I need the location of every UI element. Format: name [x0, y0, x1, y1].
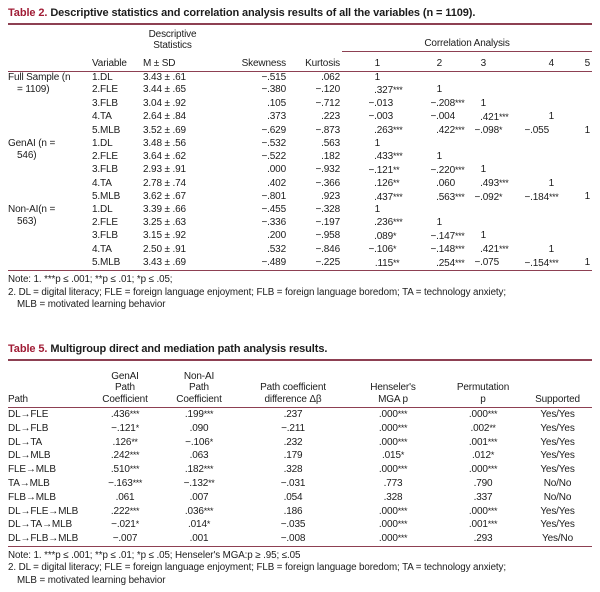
table-row — [8, 177, 592, 190]
table-row — [8, 204, 592, 216]
cell-corr-4: −.055 — [524, 124, 549, 136]
note-line: Note: 1. ***p ≤ .001; **p ≤ .01; *p ≤ .05; — [8, 274, 173, 286]
cell-variable: 1.DL — [92, 71, 113, 83]
table-row — [8, 164, 592, 177]
cell-corr-3: −.092* — [474, 191, 503, 203]
cell-corr-3 — [466, 84, 510, 97]
cell-supported: Yes/No — [542, 533, 573, 545]
table2-label: Table 2. — [8, 7, 48, 19]
cell-path: DL→MLB — [8, 450, 51, 462]
table2-body — [8, 71, 592, 271]
cell-variable: 5.MLB — [92, 124, 121, 136]
cell-corr-1: .089* — [374, 230, 397, 242]
note-line: MLB = motivated learning behavior — [17, 299, 166, 311]
table5-caption-text: Multigroup direct and mediation path analysis results. — [50, 342, 328, 355]
cell-supported: Yes/Yes — [540, 436, 575, 448]
table-row — [8, 84, 592, 97]
cell-corr-1: .433*** — [374, 151, 403, 163]
cell-nonai-coefficient: .063 — [189, 450, 209, 462]
cell-kurtosis: −.932 — [315, 164, 340, 176]
cell-variable: 2.FLE — [92, 84, 118, 96]
note-line: 2. DL = digital literacy; FLE = foreign language enjoyment; FLB = foreign language boredom; TA = technology anxiety; — [8, 286, 506, 298]
cell-corr-1: .115** — [374, 257, 400, 269]
cell-path: DL→TA — [8, 436, 43, 448]
cell-diff: −.211 — [281, 422, 305, 434]
cell-msd: 3.43 ± .61 — [143, 71, 186, 83]
table-row — [8, 532, 592, 546]
group-label: GenAI (n = 546) — [8, 137, 56, 162]
cell-corr-3 — [466, 150, 510, 163]
cell-permutation-p: .001*** — [468, 436, 498, 448]
cell-permutation-p: .012* — [472, 450, 494, 462]
cell-kurtosis: −.873 — [315, 124, 340, 136]
table-row — [8, 422, 592, 436]
cell-genai-coefficient: .222*** — [110, 505, 140, 517]
table2 — [8, 27, 592, 271]
cell-variable: 4.TA — [92, 111, 112, 123]
cell-path: DL→FLE — [8, 409, 49, 421]
cell-corr-1: −.121** — [368, 164, 400, 176]
cell-corr-4: 1 — [548, 111, 554, 123]
table-row — [8, 71, 592, 84]
cell-nonai-coefficient: .090 — [189, 422, 209, 434]
col-path: Path — [8, 363, 95, 408]
table-row — [8, 505, 592, 519]
table2-spanner-row — [8, 27, 592, 51]
cell-skewness: −.801 — [261, 191, 286, 203]
col-corr-1: 1 — [342, 51, 404, 71]
cell-corr-4: −.184*** — [524, 191, 559, 203]
table-row — [8, 97, 592, 110]
table5-caption-rule — [8, 359, 592, 361]
cell-corr-5 — [560, 164, 592, 177]
cell-genai-coefficient: .436*** — [110, 409, 140, 421]
cell-corr-5 — [560, 138, 592, 150]
col-permutation-p: Permutation p — [443, 363, 523, 408]
cell-variable: 3.FLB — [92, 164, 118, 176]
cell-kurtosis: −.958 — [315, 230, 340, 242]
cell-corr-1: .437*** — [374, 191, 403, 203]
cell-skewness: .373 — [267, 111, 286, 123]
cell-variable: 1.DL — [92, 204, 113, 216]
cell-supported: No/No — [543, 478, 572, 489]
cell-nonai-coefficient: .199*** — [184, 409, 214, 421]
cell-path: DL→FLE→MLB — [8, 505, 79, 517]
col-corr-4: 4 — [510, 51, 560, 71]
cell-corr-2: −.004 — [430, 111, 455, 123]
cell-supported: Yes/Yes — [540, 450, 575, 462]
cell-corr-5: 1 — [584, 124, 591, 136]
table2-caption-rule — [8, 23, 592, 25]
cell-corr-5 — [560, 71, 592, 84]
table5-body — [8, 408, 592, 547]
cell-supported: Yes/Yes — [540, 505, 575, 517]
cell-supported: Yes/Yes — [540, 464, 575, 476]
cell-corr-2: .060 — [436, 177, 455, 189]
cell-kurtosis: −.366 — [315, 177, 340, 189]
cell-msd: 3.62 ± .67 — [143, 191, 186, 203]
col-msd: M ± SD — [140, 51, 205, 71]
cell-genai-coefficient: −.163*** — [108, 478, 142, 489]
cell-corr-3: .493*** — [480, 178, 509, 190]
cell-corr-1: .327*** — [374, 84, 403, 96]
cell-corr-1: .126** — [374, 178, 400, 190]
cell-path: DL→TA→MLB — [8, 519, 73, 531]
cell-diff: .186 — [283, 505, 303, 517]
cell-skewness: −.515 — [261, 71, 286, 83]
cell-diff: .232 — [283, 436, 303, 448]
cell-corr-5 — [560, 230, 592, 243]
cell-corr-3: 1 — [480, 97, 486, 109]
cell-permutation-p: .000*** — [468, 464, 498, 476]
cell-corr-2 — [404, 138, 466, 150]
cell-corr-2 — [404, 204, 466, 216]
table-row — [8, 257, 592, 271]
table-row — [8, 463, 592, 477]
cell-skewness: −.629 — [261, 124, 286, 136]
cell-variable: 2.FLE — [92, 216, 118, 228]
cell-genai-coefficient: −.007 — [112, 533, 138, 545]
cell-skewness: −.380 — [261, 84, 286, 96]
col-nonai-coefficient: Non-AI Path Coefficient — [155, 363, 243, 408]
cell-corr-3 — [466, 71, 510, 84]
cell-permutation-p: .001*** — [468, 519, 498, 531]
cell-corr-3: 1 — [480, 164, 486, 176]
cell-corr-2: .563*** — [436, 191, 465, 203]
table5-caption — [8, 342, 592, 357]
cell-corr-1: −.003 — [368, 111, 393, 123]
cell-mga-p: .000*** — [378, 533, 408, 545]
table-row — [8, 491, 592, 505]
cell-corr-4 — [510, 150, 560, 163]
cell-nonai-coefficient: .182*** — [184, 464, 214, 476]
cell-corr-5: 1 — [584, 257, 591, 269]
correlation-analysis-spanner: Correlation Analysis — [342, 27, 592, 51]
cell-nonai-coefficient: −.132** — [183, 478, 215, 489]
cell-skewness: −.455 — [261, 204, 286, 216]
cell-corr-4 — [510, 71, 560, 84]
cell-mga-p: .000*** — [378, 505, 408, 517]
cell-nonai-coefficient: .001 — [189, 533, 209, 545]
cell-corr-4: 1 — [548, 177, 554, 189]
col-corr-3: 3 — [466, 51, 510, 71]
cell-corr-3 — [466, 138, 510, 150]
cell-nonai-coefficient: .007 — [189, 491, 209, 503]
cell-kurtosis: .563 — [321, 137, 340, 149]
cell-corr-4 — [510, 138, 560, 150]
cell-diff: −.035 — [280, 519, 306, 531]
cell-kurtosis: −.197 — [315, 216, 340, 228]
table2-caption — [8, 6, 592, 21]
cell-kurtosis: .223 — [321, 111, 340, 123]
cell-genai-coefficient: .126** — [112, 436, 138, 448]
cell-mga-p: .328 — [383, 491, 403, 503]
cell-msd: 3.44 ± .65 — [143, 84, 186, 96]
cell-nonai-coefficient: .014* — [188, 519, 210, 531]
cell-diff: .054 — [283, 491, 303, 503]
cell-genai-coefficient: .242*** — [110, 450, 140, 462]
cell-msd: 2.93 ± .91 — [143, 164, 186, 176]
cell-corr-2: .254*** — [436, 257, 465, 269]
cell-skewness: .000 — [267, 164, 286, 176]
cell-path: FLE→MLB — [8, 464, 56, 476]
cell-variable: 2.FLE — [92, 150, 118, 162]
table-row — [8, 191, 592, 204]
col-skewness: Skewness — [205, 51, 288, 71]
table-row — [8, 124, 592, 137]
table5-notes — [8, 550, 592, 587]
cell-corr-5: 1 — [584, 191, 591, 203]
table2-notes — [8, 274, 592, 311]
cell-permutation-p: .337 — [473, 491, 493, 503]
cell-kurtosis: .923 — [321, 191, 340, 203]
cell-diff: −.031 — [280, 478, 306, 489]
cell-mga-p: .000*** — [378, 519, 408, 531]
cell-corr-5 — [560, 111, 592, 124]
cell-corr-2: .422*** — [436, 125, 465, 137]
cell-permutation-p: .000*** — [468, 505, 498, 517]
cell-genai-coefficient: .510*** — [110, 464, 140, 476]
cell-permutation-p: .000*** — [468, 409, 498, 421]
cell-skewness: .532 — [267, 243, 286, 255]
cell-kurtosis: −.328 — [315, 204, 340, 216]
table2-header — [8, 27, 592, 71]
cell-kurtosis: .182 — [321, 150, 340, 162]
cell-kurtosis: −.846 — [315, 243, 340, 255]
cell-variable: 5.MLB — [92, 191, 121, 203]
cell-corr-4 — [510, 230, 560, 243]
cell-mga-p: .000*** — [378, 422, 408, 434]
cell-mga-p: .000*** — [378, 464, 408, 476]
cell-corr-1: 1 — [374, 204, 380, 216]
cell-corr-3: .421*** — [480, 111, 509, 123]
cell-corr-1: 1 — [374, 137, 380, 149]
cell-path: TA→MLB — [8, 478, 50, 489]
cell-corr-5 — [560, 216, 592, 229]
cell-permutation-p: .293 — [473, 533, 493, 545]
cell-permutation-p: .002** — [470, 422, 496, 434]
cell-path: FLB→MLB — [8, 491, 56, 503]
cell-corr-2: −.147*** — [430, 230, 465, 242]
cell-corr-2: −.148*** — [430, 244, 465, 256]
cell-nonai-coefficient: .036*** — [184, 505, 214, 517]
cell-msd: 3.15 ± .92 — [143, 230, 186, 242]
spacer — [8, 51, 90, 71]
cell-diff: .237 — [283, 409, 303, 421]
cell-corr-3: −.098* — [474, 125, 503, 137]
table2-column-header-row — [8, 51, 592, 71]
table-row — [8, 518, 592, 532]
table-row — [8, 111, 592, 124]
col-corr-2: 2 — [404, 51, 466, 71]
cell-corr-5 — [560, 204, 592, 216]
cell-corr-4 — [510, 164, 560, 177]
table5 — [8, 363, 592, 547]
col-variable: Variable — [90, 51, 140, 71]
cell-supported: No/No — [543, 491, 572, 503]
cell-corr-4 — [510, 97, 560, 110]
cell-corr-2 — [404, 71, 466, 84]
cell-supported: Yes/Yes — [540, 422, 575, 434]
cell-msd: 3.39 ± .66 — [143, 204, 186, 216]
cell-mga-p: .000*** — [378, 409, 408, 421]
cell-msd: 3.48 ± .56 — [143, 137, 186, 149]
cell-variable: 5.MLB — [92, 257, 121, 269]
cell-corr-3: .421*** — [480, 244, 509, 256]
table-row — [8, 408, 592, 422]
cell-corr-3: −.075 — [474, 257, 499, 269]
cell-corr-5 — [560, 177, 592, 190]
cell-skewness: −.489 — [261, 257, 286, 269]
cell-corr-4 — [510, 84, 560, 97]
cell-corr-5 — [560, 97, 592, 110]
col-kurtosis: Kurtosis — [288, 51, 342, 71]
table2-caption-text: Descriptive statistics and correlation analysis results of all the variables (n = 1109). — [50, 7, 476, 19]
table-row — [8, 150, 592, 163]
table5-label: Table 5. — [8, 342, 48, 355]
cell-skewness: −.336 — [261, 216, 286, 228]
table5-header — [8, 363, 592, 408]
cell-path: DL→FLB — [8, 422, 49, 434]
note-line: MLB = motivated learning behavior — [17, 574, 166, 586]
group-label: Full Sample (n = 1109) — [8, 71, 71, 95]
cell-msd: 3.25 ± .63 — [143, 216, 186, 228]
cell-genai-coefficient: .061 — [115, 491, 135, 503]
cell-genai-coefficient: −.021* — [111, 519, 139, 531]
cell-mga-p: .773 — [383, 478, 403, 489]
table-row — [8, 436, 592, 450]
col-supported: Supported — [523, 363, 592, 408]
cell-corr-4: −.154*** — [524, 257, 559, 269]
note-line: Note: 1. ***p ≤ .001; **p ≤ .01; *p ≤ .05; Henseler's MGA:p ≥ .95; ≤.05 — [8, 549, 301, 561]
cell-corr-3: 1 — [480, 230, 486, 242]
cell-corr-2: −.220*** — [430, 164, 465, 176]
cell-skewness: −.522 — [261, 150, 286, 162]
cell-skewness: .200 — [267, 230, 286, 242]
cell-skewness: .105 — [267, 97, 286, 109]
cell-msd: 3.04 ± .92 — [143, 97, 186, 109]
spacer — [8, 27, 140, 51]
col-path-coefficient-difference: Path coefficient difference Δβ — [243, 363, 343, 408]
cell-kurtosis: −.120 — [315, 84, 340, 96]
cell-corr-5 — [560, 150, 592, 163]
cell-kurtosis: −.712 — [315, 97, 340, 109]
descriptive-stats-spanner: Descriptive Statistics — [148, 29, 197, 51]
cell-corr-2: −.208*** — [430, 98, 465, 110]
cell-kurtosis: −.225 — [315, 257, 340, 269]
cell-skewness: .402 — [267, 177, 286, 189]
cell-variable: 4.TA — [92, 243, 112, 255]
cell-corr-1: .236*** — [374, 217, 403, 229]
table-row — [8, 216, 592, 229]
col-henselers-mga-p: Henseler's MGA p — [343, 363, 443, 408]
table-row — [8, 230, 592, 243]
col-genai-coefficient: GenAI Path Coefficient — [95, 363, 155, 408]
table5-column-header-row — [8, 363, 592, 408]
cell-genai-coefficient: −.121* — [111, 422, 139, 434]
cell-msd: 3.43 ± .69 — [143, 257, 186, 269]
cell-corr-4: 1 — [548, 243, 554, 255]
table2-section — [8, 6, 592, 312]
cell-supported: Yes/Yes — [540, 409, 575, 421]
cell-variable: 3.FLB — [92, 230, 118, 242]
cell-corr-4 — [510, 216, 560, 229]
table5-section — [8, 342, 592, 588]
cell-corr-2: 1 — [436, 150, 442, 162]
cell-mga-p: .015* — [382, 450, 404, 462]
table-row — [8, 449, 592, 463]
cell-diff: .328 — [283, 464, 303, 476]
cell-corr-3 — [466, 216, 510, 229]
table-row — [8, 477, 592, 491]
cell-permutation-p: .790 — [473, 478, 493, 489]
cell-corr-1: 1 — [374, 71, 380, 83]
table-row — [8, 243, 592, 256]
cell-variable: 1.DL — [92, 137, 113, 149]
cell-diff: .179 — [283, 450, 303, 462]
table-row — [8, 138, 592, 150]
cell-variable: 3.FLB — [92, 97, 118, 109]
cell-msd: 3.52 ± .69 — [143, 124, 186, 136]
cell-skewness: −.532 — [261, 137, 286, 149]
cell-corr-2: 1 — [436, 84, 442, 96]
group-label: Non-AI(n = 563) — [8, 204, 56, 228]
cell-supported: Yes/Yes — [540, 519, 575, 531]
cell-corr-4 — [510, 204, 560, 216]
cell-variable: 4.TA — [92, 177, 112, 189]
cell-msd: 2.64 ± .84 — [143, 111, 186, 123]
cell-msd: 2.50 ± .91 — [143, 243, 186, 255]
cell-corr-1: −.013 — [368, 97, 393, 109]
cell-path: DL→FLB→MLB — [8, 533, 79, 545]
cell-corr-1: −.106* — [368, 244, 397, 256]
cell-corr-5 — [560, 243, 592, 256]
cell-msd: 2.78 ± .74 — [143, 177, 186, 189]
spacer — [205, 27, 342, 51]
note-line: 2. DL = digital literacy; FLE = foreign language enjoyment; FLB = foreign language boredom; TA = technology anxiety; — [8, 562, 506, 574]
col-corr-5: 5 — [560, 51, 592, 71]
cell-mga-p: .000*** — [378, 436, 408, 448]
cell-corr-5 — [560, 84, 592, 97]
cell-corr-1: .263*** — [374, 125, 403, 137]
cell-nonai-coefficient: −.106* — [185, 436, 213, 448]
cell-corr-2: 1 — [436, 216, 442, 228]
cell-corr-3 — [466, 204, 510, 216]
cell-kurtosis: .062 — [321, 71, 340, 83]
cell-msd: 3.64 ± .62 — [143, 150, 186, 162]
cell-diff: −.008 — [280, 533, 306, 545]
